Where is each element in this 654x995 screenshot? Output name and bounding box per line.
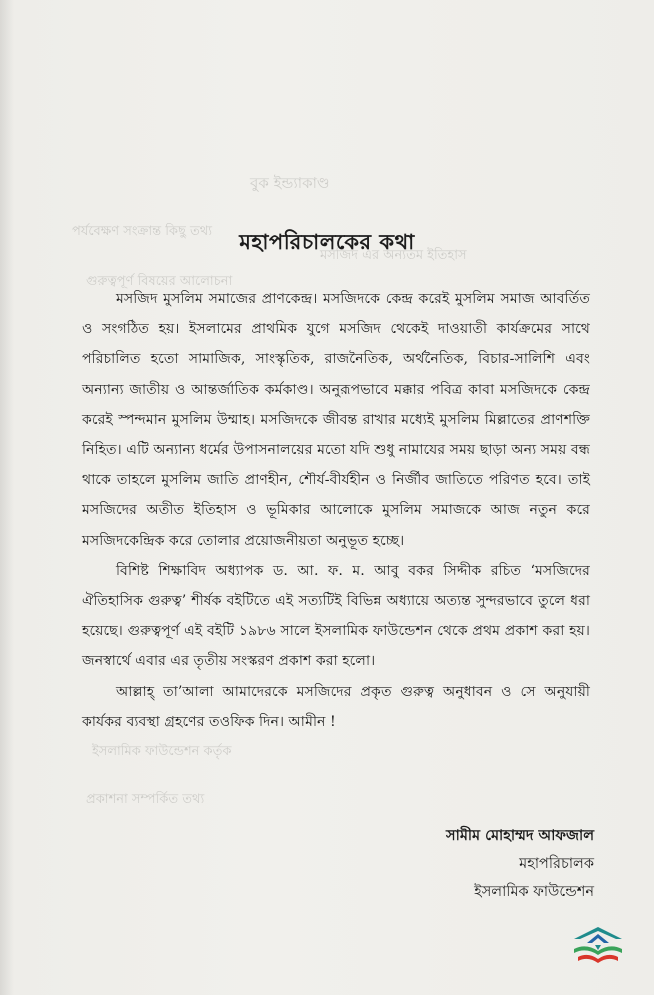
paragraph: মসজিদ মুসলিম সমাজের প্রাণকেন্দ্র। মসজিদকে কেন্দ্র করেই মুসলিম সমাজ আবর্তিত ও সংগঠিত হয়। ইসলামের প্রাথমিক যুগে মসজিদ থেকেই দাওয়াতী কার্যক্রমের সাথে পরিচালিত হতো সামাজিক, সাংস্কৃতিক, রাজনৈতিক, অর্থনৈতিক, বিচার-সালিশি এবং অন্যান্য জাতীয় ও আন্তর্জাতিক কর্মকাণ্ড। অনুরূপভাবে মক্কার পবিত্র কাবা মসজিদকে কেন্দ্র করেই স্পন্দমান মুসলিম উম্মাহ। মসজিদকে জীবন্ত রাখার মধ্যেই মুসলিম মিল্লাতের প্রাণশক্তি নিহিত। এটি অন্যান্য ধর্মের উপাসনালয়ের মতো যদি শুধু নামাযের সময় ছাড়া অন্য সময় বন্ধ থাকে তাহলে মুসলিম জাতি প্রাণহীন, শৌর্য-বীর্যহীন ও নির্জীব জাতিতে পরিণত হবে। তাই মসজিদের অতীত ইতিহাস ও ভূমিকার আলোকে মুসলিম সমাজকে আজ নতুন করে মসজিদকেন্দ্রিক করে তোলার প্রয়োজনীয়তা অনুভূত হচ্ছে। (82, 291, 590, 549)
bleed-through-line: ইসলামিক ফাউন্ডেশন কর্তৃক (92, 744, 232, 759)
page-heading: মহাপরিচালকের কথা (239, 229, 415, 254)
message-body (82, 284, 590, 737)
signature-block (446, 822, 594, 906)
paragraph: আল্লাহ্ তা’আলা আমাদেরকে মসজিদের প্রকৃত গুরুত্ব অনুধাবন ও সে অনুযায়ী কার্যকর ব্যবস্থা গ্রহণের তওফিক দিন। আমীন ! (82, 683, 590, 730)
signatory-name: সামীম মোহাম্মদ আফজাল (446, 827, 594, 844)
islamic-foundation-logo-icon (570, 925, 626, 967)
bleed-through-line: গুরুত্বপূর্ণ বিষয়ের আলোচনা (86, 274, 233, 289)
bleed-through-line: পর্যবেক্ষণ সংক্রান্ত কিছু তথ্য (72, 224, 212, 239)
bleed-through-line: মসজিদ এর অন্যতম ইতিহাস (320, 248, 467, 263)
paragraph: বিশিষ্ট শিক্ষাবিদ অধ্যাপক ড. আ. ফ. ম. আবু বকর সিদ্দীক রচিত ‘মসজিদের ঐতিহাসিক গুরুত্ব’ শীর্ষক বইটিতে এই সত্যটিই বিভিন্ন অধ্যায়ে অত্যন্ত সুন্দরভাবে তুলে ধরা হয়েছে। গুরুত্বপূর্ণ এই বইটি ১৯৮৬ সালে ইসলামিক ফাউন্ডেশন থেকে প্রথম প্রকাশ করা হয়। জনস্বার্থে এবার এর তৃতীয় সংস্করণ প্রকাশ করা হলো। (82, 562, 590, 670)
signatory-organization: ইসলামিক ফাউন্ডেশন (474, 884, 594, 900)
bleed-through-title: বুক ইন্ড্যাকাণ্ড (250, 174, 330, 192)
bleed-through-line: প্রকাশনা সম্পর্কিত তথ্য (86, 792, 205, 807)
signatory-designation: মহাপরিচালক (519, 856, 594, 872)
